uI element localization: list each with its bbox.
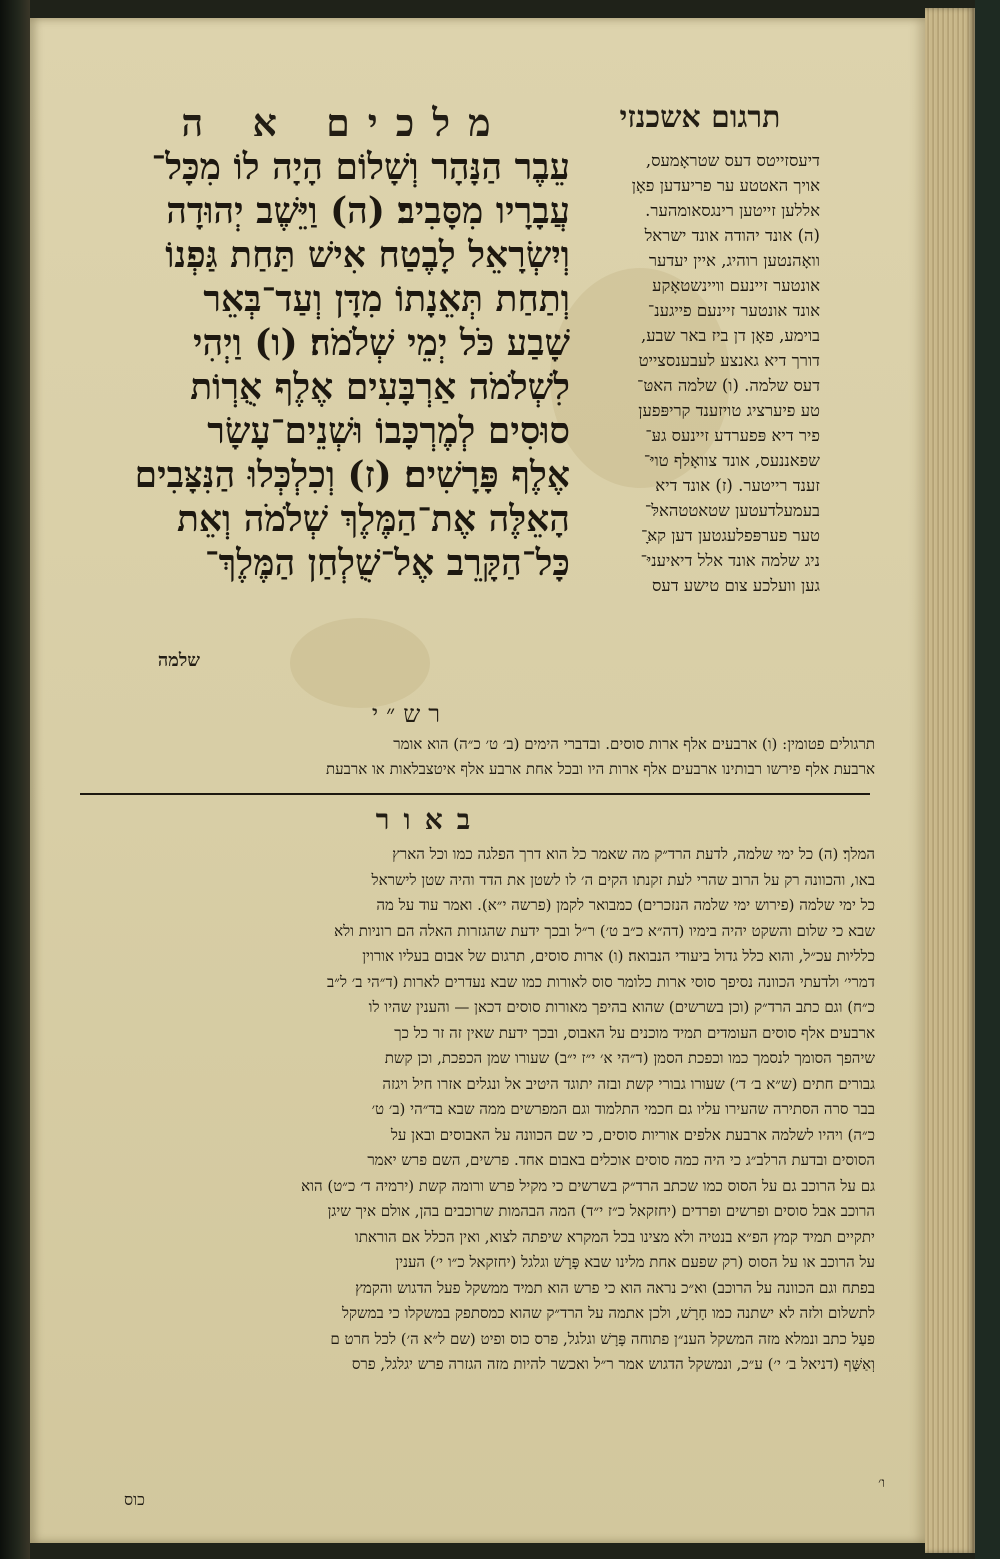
book-cover-edge [975,0,1000,1559]
targum-line: טע פיערציג טויזענד קריפּפען [638,401,820,420]
targum-line: ניג שלמה אונד אלל דיאיעניּ־ [640,551,820,570]
bible-line: אֶלֶף פָּרָשִׁים׃ (ז) וְכִלְכְּלוּ הַנִּצָּבִים [134,454,570,496]
beur-line: באו, והכוונה רק על הרוב שהרי לעת זקנתו הקים ה׳ לו לשטן את הדד והיה שטן לישראל [371,870,875,889]
page-footer-mark: ו׳ [878,1475,885,1491]
targum-line: זענד רייטער. (ז) אונד דיא [655,476,820,495]
beur-line: כ״ה) ויהיו לשלמה ארבעת אלפים אוריות סוסים, כי שם הכוונה על האבוסים ובאן על [390,1125,875,1144]
beur-line: על הרוכב או על הסוס (רק שפעם אחת מלינו שבא פָּרָשׁ וגלגל (יחזקאל כ״ו י׳) הענין [395,1253,875,1271]
rashi-commentary [75,732,875,788]
rashi-line: תרגולים פטומין: (ו) ארבעים אלף ארות סוסים. ובדברי הימים (ב׳ ט׳ כ״ה) הוא אומר [393,735,875,753]
beur-line: שבא כי שלום והשקט יהיה בימיו (דה״א כ״ב ט׳) ר״ל ובכך ידעת שהגזרות האלה הם רוניות ולא [334,921,875,940]
beur-title: באור [375,803,485,836]
targum-line: גען וועלכע צום טישע דעס [651,576,820,595]
book-gutter-shadow [0,0,30,1559]
targum-line: (ה) אונד יהודה אונד ישראל [644,226,820,245]
targum-line: בוימע, פאָן דן ביז באר שבע, [640,326,820,345]
beur-line: יתקיים תמיד קמץ הפ״א בנטיה ולא מצינו בכל המקרא שיפתה לצוא, ואין הכלל אם הוראתו [354,1227,875,1246]
beur-line: ארבעים אלף סוסים העומדים תמיד מוכנים על האבוס, ובכך ידעת שאין זה זר כל כך [394,1023,875,1042]
targum-line: שפאננעס, אונד צוואָלף טויּ־ [643,451,820,470]
beur-line: גבורים חתים (ש״א ב׳ ד׳) שעורו גבורי קשת ובזה יתוגד היטיב אל ונגלים אזרו חיל ויגזה [382,1074,875,1093]
beur-line: שיהפך הסומך לנסמך כמו וכפכת הסמן (ד״הי א׳ י״ז י״ב) שעורו שמן הכפכת, וכן קשת [384,1049,875,1067]
beur-line: גם על הרוכב גם על הסוס כמו שכתב הרד״ק בשרשים כי מקיל פרש ורומה קשת (ירמיה ד׳ כ״ט) הוא [301,1176,875,1195]
targum-title: תרגום אשכנזי [619,100,781,135]
bible-line: כָּל־הַקָּרֵב אֶל־שֻׁלְחַן הַמֶּלֶךְ־ [204,542,570,584]
targum-line: וואָהנטען רוהיג, איין יעדער [648,251,820,270]
top-section [30,80,880,700]
targum-line: דיעסזייטס דעס שטראָמעס, [645,151,820,170]
beur-line: לתשלום ולזה לא ישתנה כמו חָרָשׁ, ולכן אתמה על הרד״ק שהוא כמסתפק במשקלו כי במשקל [341,1304,875,1322]
beur-commentary [75,842,875,1482]
rashi-line: ארבעת אלף פירשו רבותינו ארבעים אלף ארות היו ובכל אחת ארבע אלף איטצבלאות או ארבעת [325,760,875,778]
targum-text-column [570,148,820,698]
targum-line: דעס שלמה. (ו) שלמה האטּ־ [637,376,820,395]
beur-line: וְאַשָּׁף (דניאל ב׳ י׳) ע״כ, ונמשקל הדגוש אמר ר״ל ואכשר להיות מזה הגזרה פרש יגלגל, פרס [351,1355,875,1373]
bible-line: וְיִשְׂרָאֵל לָבֶטַח אִישׁ תַּחַת גַּפְנוֹ [165,234,570,276]
section-divider [80,793,870,795]
beur-line: בבר סרה הסתירה שהעירו עליו גם חכמי התלמוד וגם המפרשים ממה שבא בד״הי (ב׳ ט׳ [371,1100,875,1118]
targum-line: אללען זייטען רינגסאומהער. [645,201,820,220]
beur-line: כ״ח) וגם כתב הרד״ק (וכן בשרשים) שהוא בהיפך מאורות סוסים דכאן — והענין שהיו לו [368,998,875,1016]
beur-line: הרוכב אבל סוסים ופרשים ופרדים (יחזקאל כ״ז י״ד) המה הבהמות שרוכבים בהן, אולם איך שיגן [327,1202,875,1220]
bible-line: לִשְׁלֹמֹה אַרְבָּעִים אֶלֶף אֻרְוֹת [190,366,570,408]
targum-line: בעמעלדעטען שטאטטהאלּ־ [644,501,820,520]
beur-line: דמרי׳ ולדעתי הכוונה נסיפך סוסי ארות כלומר סוס לאורות כמו שבא נעדרים לארות (ד״הי ב׳ ל״ב [327,972,875,991]
beur-line: הסוסים ובדעת הרלב״ג כי היה כמה סוסים אוכלים באבום אחד. פרשים, השם פרש יאמר [367,1151,875,1169]
bible-line: הָאֵלֶּה אֶת־הַמֶּלֶךְ שְׁלֹמֹה וְאֵת [176,498,570,540]
catchword: שלמה [157,650,200,671]
targum-line: אויך האטטע ער פריעדען פאָן [631,176,820,195]
bible-line: שָׁבַע כֹּל יְמֵי שְׁלֹמֹה׃ (ו) וַיְהִי [193,322,570,364]
targum-line: דורך דיא גאנצע לעבענסצייט [638,351,820,370]
bible-line: עֲבָרָיו מִסָּבִיב׃ (ה) וַיֵּשֶׁב יְהוּדָה [166,190,570,232]
bible-text-column [120,145,570,645]
targum-line: פיר דיא פּפערדע זיינעס געּ־ [645,426,820,445]
beur-line: המלך׃ (ה) כל ימי שלמה, לדעת הרד״ק מה שאמר כל הוא דרך הפלגה כמו וכל הארץ [392,845,875,863]
targum-line: אונטער זיינעם וויינשטאָקע [652,276,820,295]
targum-line: טער פערפּפלעגטען דען קאָּ־ [640,526,820,545]
beur-line: בפתח וגם הכוונה על הרוכב) וא״כ נראה הוא כי פרש הוא תמיד ממשקל פעל הדגוש והקמץ [355,1278,875,1297]
page-footer-catchword: כוס [123,1490,145,1509]
beur-line: פעַל כתב ונמלא מזה המשקל הענ״ן פתוחה פָּרָשׁ וגלגל, פרס כוס ופיט (שם ל״א ה׳) לכל חרט ם [330,1329,875,1348]
targum-line: אונד אונטער זיינעם פייגענ־ [647,301,820,320]
page-edges [925,8,975,1553]
rashi-title: רש״י [371,700,449,728]
bible-book-title: מלכים א ה [181,100,509,145]
beur-line: כלליות עכ״ל, והוא כלל גדול ביעודי הנבואה׃ (ו) ארות סוסים, תרגום של אבום בעליו אורוין [362,947,875,965]
bible-line: וְתַחַת תְּאֵנָתוֹ מִדָּן וְעַד־בְּאֵר [203,278,570,320]
bible-line: סוּסִים לְמֶרְכָּבוֹ וּשְׁנֵים־עָשָׂר [207,410,570,452]
bible-line: עֵבֶר הַנָּהָר וְשָׁלוֹם הָיָה לוֹ מִכָּל־ [151,146,570,188]
beur-line: כל ימי שלמה (פירוש ימי שלמה הנזכרים) כמבואר לקמן (פרשה י״א). ואמר עוד על מה [376,896,875,914]
